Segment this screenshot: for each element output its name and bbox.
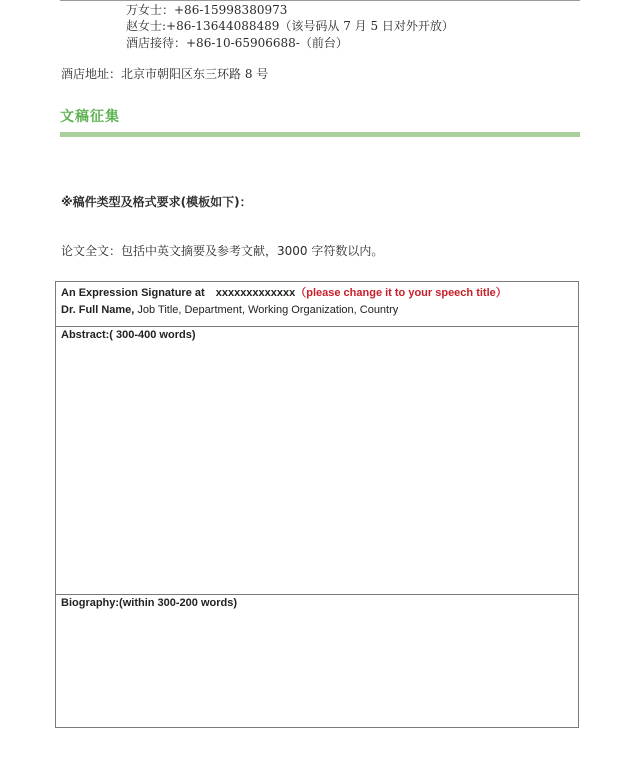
biography-cell <box>56 595 578 727</box>
biography-label: Biography:(within 300-200 words) <box>61 597 238 609</box>
submission-template-table <box>55 281 579 728</box>
title-change-note: （please change it to your speech title） <box>295 287 507 299</box>
hotel-address: 酒店地址：北京市朝阳区东三环路 8 号 <box>61 67 269 81</box>
author-name: Dr. Full Name, <box>61 304 135 316</box>
title-placeholder: xxxxxxxxxxxxx <box>215 287 296 299</box>
contact-line-reception: 酒店接待：+86-10-65906688-（前台） <box>126 36 348 50</box>
abstract-cell <box>56 327 578 595</box>
section-heading: 文稿征集 <box>60 109 120 125</box>
abstract-label: Abstract:( 300-400 words) <box>61 329 196 341</box>
title-label: An Expression Signature at <box>61 287 205 299</box>
contact-line-wan: 万女士：+86-15998380973 <box>126 3 288 17</box>
top-divider <box>60 0 580 1</box>
template-title-cell <box>56 282 578 327</box>
section-divider <box>60 132 580 137</box>
template-title-line <box>61 285 573 302</box>
author-details: Job Title, Department, Working Organization, Country <box>134 304 399 316</box>
fulltext-requirement: 论文全文：包括中英文摘要及参考文献，3000 字符数以内。 <box>61 244 384 258</box>
format-requirements-heading: ※稿件类型及格式要求(模板如下)： <box>61 195 252 209</box>
template-author-line <box>61 302 573 319</box>
contact-line-zhao: 赵女士:+86-13644088489（该号码从 7 月 5 日对外开放） <box>126 19 454 33</box>
